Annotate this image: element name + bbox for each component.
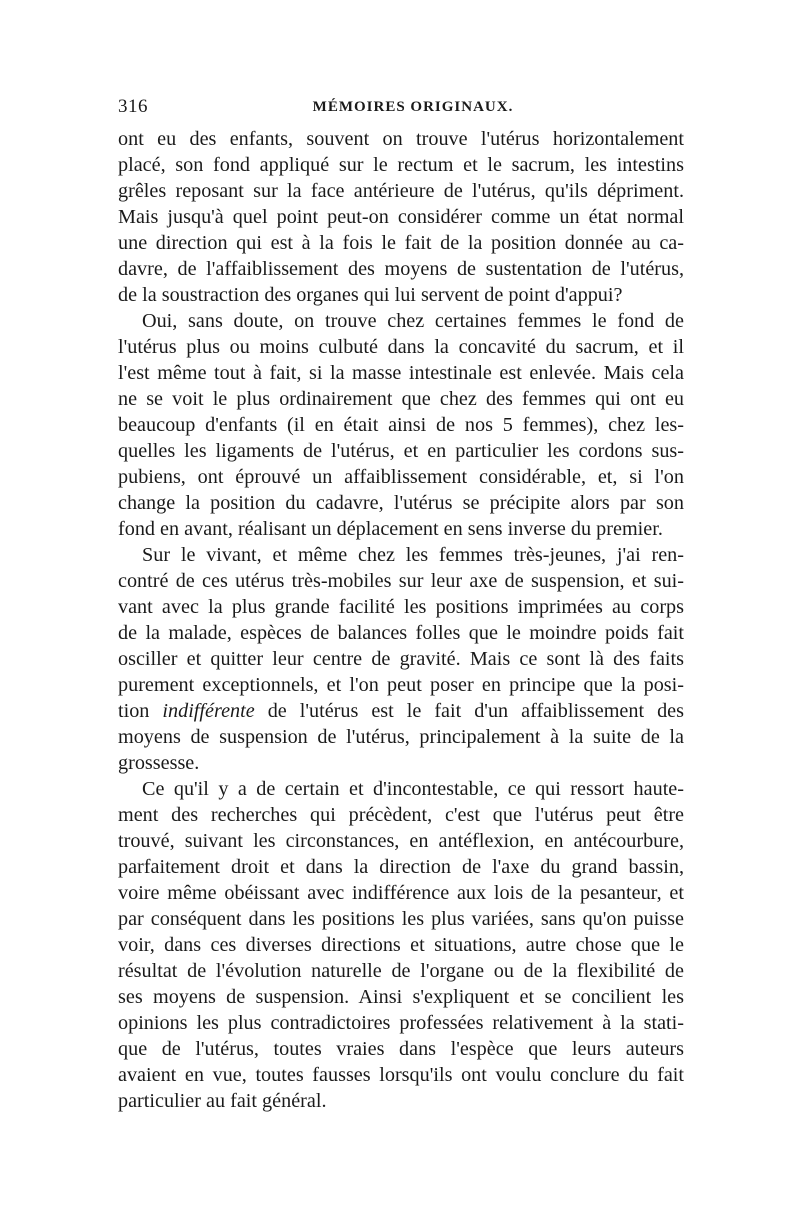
text-line: Ce qu'il y a de certain et d'incontestable, ce qui ressort haute- — [142, 778, 684, 800]
text-line: purement exceptionnels, et l'on peut poser en principe que la posi- — [118, 674, 684, 696]
text-line: l'utérus plus ou moins culbuté dans la concavité du sacrum, et il — [118, 336, 684, 358]
text-line: de la soustraction des organes qui lui servent de point d'appui? — [118, 284, 623, 306]
paragraph-3 — [118, 542, 684, 776]
text-line: résultat de l'évolution naturelle de l'organe ou de la flexibilité de — [118, 960, 684, 982]
text-line: voire même obéissant avec indifférence aux lois de la pesanteur, et — [118, 882, 684, 904]
text-line: une direction qui est à la fois le fait de la position donnée au ca- — [118, 232, 684, 254]
text-line: avaient en vue, toutes fausses lorsqu'ils ont voulu conclure du fait — [118, 1064, 684, 1086]
text-line: ses moyens de suspension. Ainsi s'expliquent et se concilient les — [118, 986, 684, 1008]
page-number: 316 — [118, 96, 148, 117]
paragraph-2 — [118, 308, 684, 542]
text-line: placé, son fond appliqué sur le rectum et le sacrum, les intestins — [118, 154, 684, 176]
text-line: parfaitement droit et dans la direction de l'axe du grand bassin, — [118, 856, 684, 878]
text-line: quelles les ligaments de l'utérus, et en particulier les cordons sus- — [118, 440, 684, 462]
text-line: l'est même tout à fait, si la masse intestinale est enlevée. Mais cela — [118, 362, 684, 384]
text-line: contré de ces utérus très-mobiles sur leur axe de suspension, et sui- — [118, 570, 684, 592]
text-line: voir, dans ces diverses directions et situations, autre chose que le — [118, 934, 684, 956]
text-line: ont eu des enfants, souvent on trouve l'utérus horizontalement — [118, 128, 684, 150]
text-line: trouvé, suivant les circonstances, en antéflexion, en antécourbure, — [118, 830, 684, 852]
text-line: grossesse. — [118, 752, 200, 774]
text-line: Oui, sans doute, on trouve chez certaines femmes le fond de — [142, 310, 684, 332]
text-line: Sur le vivant, et même chez les femmes très-jeunes, j'ai ren- — [142, 544, 684, 566]
paragraph-1 — [118, 126, 684, 308]
text-line: de la malade, espèces de balances folles que le moindre poids fait — [118, 622, 684, 644]
text-line: ne se voit le plus ordinairement que chez des femmes qui ont eu — [118, 388, 684, 410]
text-line: particulier au fait général. — [118, 1090, 327, 1112]
text-line: ment des recherches qui précèdent, c'est que l'utérus peut être — [118, 804, 684, 826]
body-text — [118, 126, 684, 1114]
text-line: grêles reposant sur la face antérieure de l'utérus, qu'ils dépriment. — [118, 180, 684, 202]
text-line: vant avec la plus grande facilité les positions imprimées au corps — [118, 596, 684, 618]
text-line: davre, de l'affaiblissement des moyens de sustentation de l'utérus, — [118, 258, 684, 280]
running-head — [118, 96, 688, 126]
text-line: change la position du cadavre, l'utérus se précipite alors par son — [118, 492, 684, 514]
text-line: moyens de suspension de l'utérus, principalement à la suite de la — [118, 726, 684, 748]
text-line: Mais jusqu'à quel point peut-on considérer comme un état normal — [118, 206, 684, 228]
text-line: opinions les plus contradictoires professées relativement à la stati- — [118, 1012, 684, 1034]
text-line: tion indifférente de l'utérus est le fait d'un affaiblissement des — [118, 700, 684, 722]
emphasis: indifférente — [162, 700, 255, 722]
running-title: MÉMOIRES ORIGINAUX. — [312, 99, 514, 115]
paragraph-4 — [118, 776, 684, 1114]
text-line: pubiens, ont éprouvé un affaiblissement considérable, et, si l'on — [118, 466, 684, 488]
text-line: osciller et quitter leur centre de gravité. Mais ce sont là des faits — [118, 648, 684, 670]
text-line: beaucoup d'enfants (il en était ainsi de nos 5 femmes), chez les- — [118, 414, 684, 436]
text-line: fond en avant, réalisant un déplacement en sens inverse du premier. — [118, 518, 663, 540]
text-line: que de l'utérus, toutes vraies dans l'espèce que leurs auteurs — [118, 1038, 684, 1060]
text-line: par conséquent dans les positions les plus variées, sans qu'on puisse — [118, 908, 684, 930]
